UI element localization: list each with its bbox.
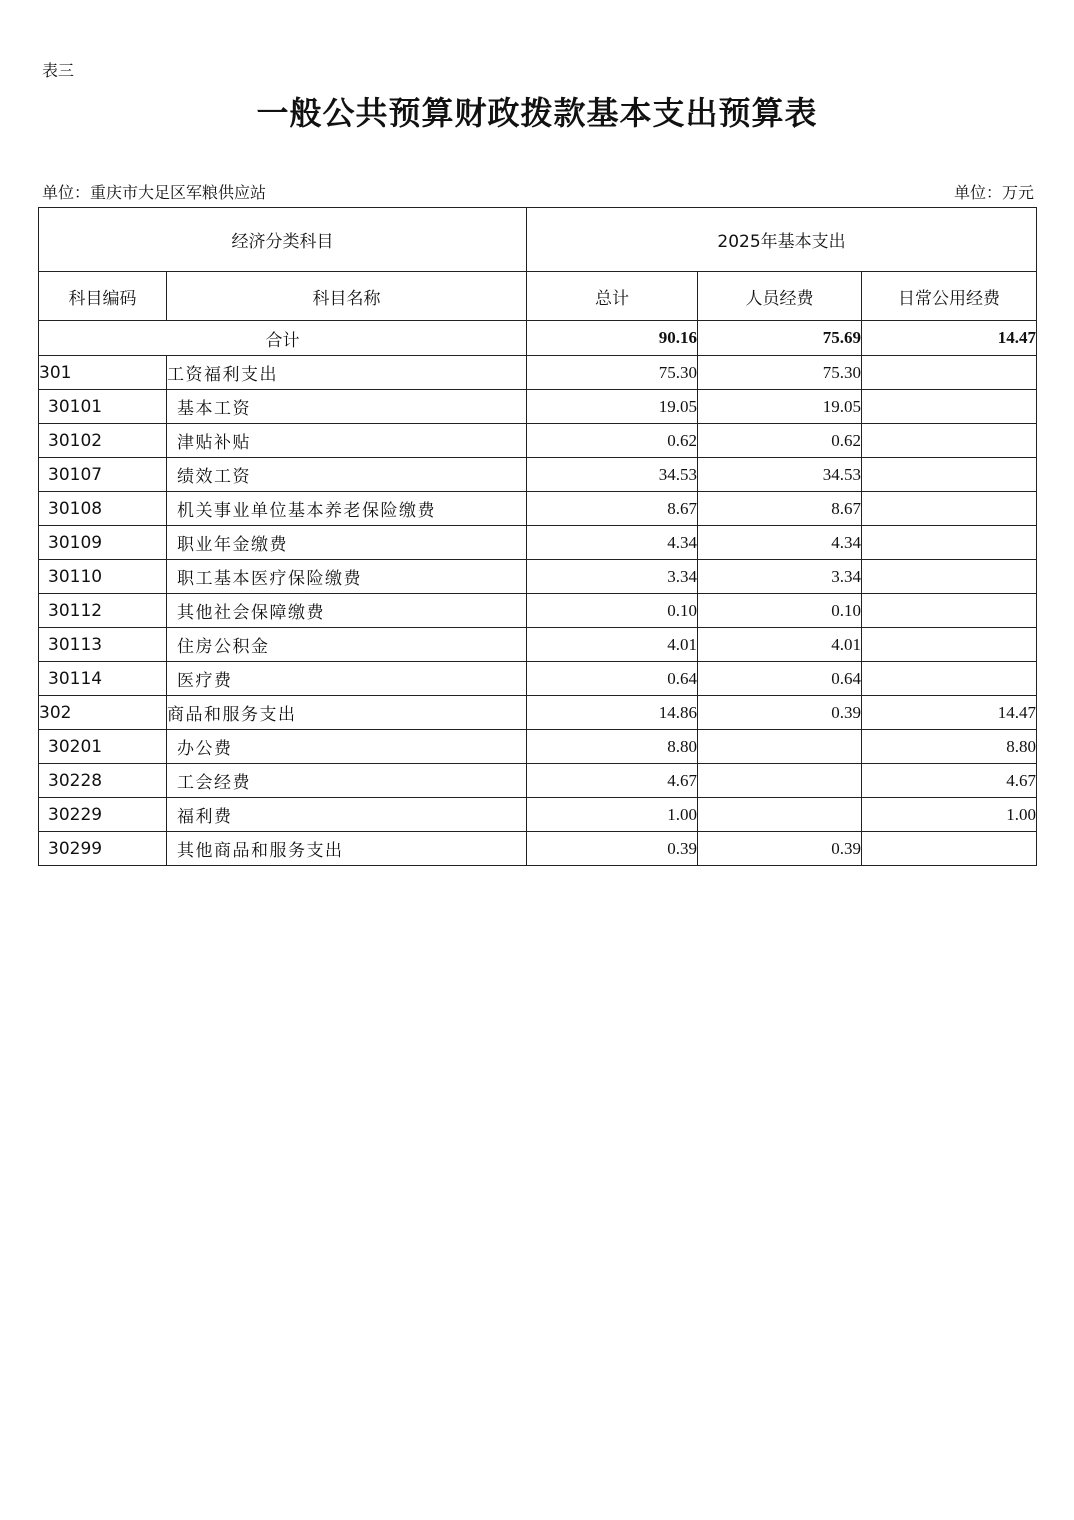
row-code: 30110: [39, 560, 167, 594]
row-code: 30109: [39, 526, 167, 560]
table-row: [39, 662, 1037, 696]
row-personnel: 75.30: [698, 356, 862, 390]
row-total: 4.67: [527, 764, 698, 798]
row-public: [862, 526, 1037, 560]
row-public: [862, 356, 1037, 390]
row-name: 职业年金缴费: [167, 526, 527, 560]
row-total: 0.62: [527, 424, 698, 458]
header-total: 总计: [527, 272, 698, 321]
unit-currency: 单位：万元: [953, 183, 1034, 202]
table-row: [39, 696, 1037, 730]
row-personnel: 0.10: [698, 594, 862, 628]
row-code: 30114: [39, 662, 167, 696]
total-total: 90.16: [527, 321, 698, 356]
unit-organization: 单位：重庆市大足区军粮供应站: [42, 183, 267, 202]
row-public: [862, 832, 1037, 866]
row-public: [862, 662, 1037, 696]
row-public: [862, 560, 1037, 594]
row-personnel: 0.62: [698, 424, 862, 458]
row-code: 302: [39, 696, 167, 730]
row-total: 34.53: [527, 458, 698, 492]
row-personnel: 8.67: [698, 492, 862, 526]
header-name: 科目名称: [167, 272, 527, 321]
table-row: [39, 594, 1037, 628]
row-name: 基本工资: [167, 390, 527, 424]
table-row: [39, 798, 1037, 832]
row-personnel: 4.34: [698, 526, 862, 560]
total-row: [39, 321, 1037, 356]
row-total: 1.00: [527, 798, 698, 832]
row-total: 0.64: [527, 662, 698, 696]
row-code: 30299: [39, 832, 167, 866]
row-name: 商品和服务支出: [167, 696, 527, 730]
row-code: 30101: [39, 390, 167, 424]
row-total: 0.39: [527, 832, 698, 866]
table-row: [39, 628, 1037, 662]
table-number: 表三: [42, 61, 75, 80]
row-code: 30112: [39, 594, 167, 628]
budget-table: [38, 207, 1037, 866]
table-row: [39, 560, 1037, 594]
row-name: 津贴补贴: [167, 424, 527, 458]
row-name: 住房公积金: [167, 628, 527, 662]
header-row-columns: [39, 272, 1037, 321]
table-row: [39, 832, 1037, 866]
header-code: 科目编码: [39, 272, 167, 321]
table-row: [39, 730, 1037, 764]
row-personnel: 3.34: [698, 560, 862, 594]
row-public: [862, 492, 1037, 526]
table-row: [39, 424, 1037, 458]
table-row: [39, 492, 1037, 526]
row-code: 30229: [39, 798, 167, 832]
row-total: 4.01: [527, 628, 698, 662]
row-personnel: 0.39: [698, 832, 862, 866]
row-code: 30107: [39, 458, 167, 492]
row-public: [862, 424, 1037, 458]
total-personnel: 75.69: [698, 321, 862, 356]
row-total: 0.10: [527, 594, 698, 628]
row-public: 14.47: [862, 696, 1037, 730]
row-public: [862, 594, 1037, 628]
row-total: 14.86: [527, 696, 698, 730]
row-code: 30108: [39, 492, 167, 526]
row-personnel: [698, 798, 862, 832]
row-public: [862, 458, 1037, 492]
row-name: 办公费: [167, 730, 527, 764]
row-code: 30201: [39, 730, 167, 764]
row-code: 30102: [39, 424, 167, 458]
row-total: 75.30: [527, 356, 698, 390]
row-personnel: 19.05: [698, 390, 862, 424]
header-year-basic-expense: 2025年基本支出: [527, 208, 1037, 272]
row-name: 其他社会保障缴费: [167, 594, 527, 628]
row-total: 4.34: [527, 526, 698, 560]
row-code: 30113: [39, 628, 167, 662]
row-personnel: 34.53: [698, 458, 862, 492]
row-public: [862, 628, 1037, 662]
row-name: 工资福利支出: [167, 356, 527, 390]
row-personnel: 0.39: [698, 696, 862, 730]
row-total: 8.67: [527, 492, 698, 526]
header-public: 日常公用经费: [862, 272, 1037, 321]
header-econ-category: 经济分类科目: [39, 208, 527, 272]
row-total: 3.34: [527, 560, 698, 594]
row-public: 8.80: [862, 730, 1037, 764]
header-personnel: 人员经费: [698, 272, 862, 321]
total-label: 合计: [39, 321, 527, 356]
table-row: [39, 458, 1037, 492]
row-personnel: [698, 764, 862, 798]
table-row: [39, 390, 1037, 424]
row-personnel: [698, 730, 862, 764]
row-name: 福利费: [167, 798, 527, 832]
row-name: 机关事业单位基本养老保险缴费: [167, 492, 527, 526]
row-total: 19.05: [527, 390, 698, 424]
table-row: [39, 764, 1037, 798]
row-name: 医疗费: [167, 662, 527, 696]
row-public: 1.00: [862, 798, 1037, 832]
row-public: [862, 390, 1037, 424]
row-name: 绩效工资: [167, 458, 527, 492]
row-code: 30228: [39, 764, 167, 798]
header-row-group: [39, 208, 1037, 272]
row-name: 工会经费: [167, 764, 527, 798]
row-name: 职工基本医疗保险缴费: [167, 560, 527, 594]
row-public: 4.67: [862, 764, 1037, 798]
table-row: [39, 356, 1037, 390]
total-public: 14.47: [862, 321, 1037, 356]
row-total: 8.80: [527, 730, 698, 764]
row-code: 301: [39, 356, 167, 390]
row-name: 其他商品和服务支出: [167, 832, 527, 866]
table-row: [39, 526, 1037, 560]
row-personnel: 4.01: [698, 628, 862, 662]
row-personnel: 0.64: [698, 662, 862, 696]
page-title: 一般公共预算财政拨款基本支出预算表: [256, 94, 818, 132]
